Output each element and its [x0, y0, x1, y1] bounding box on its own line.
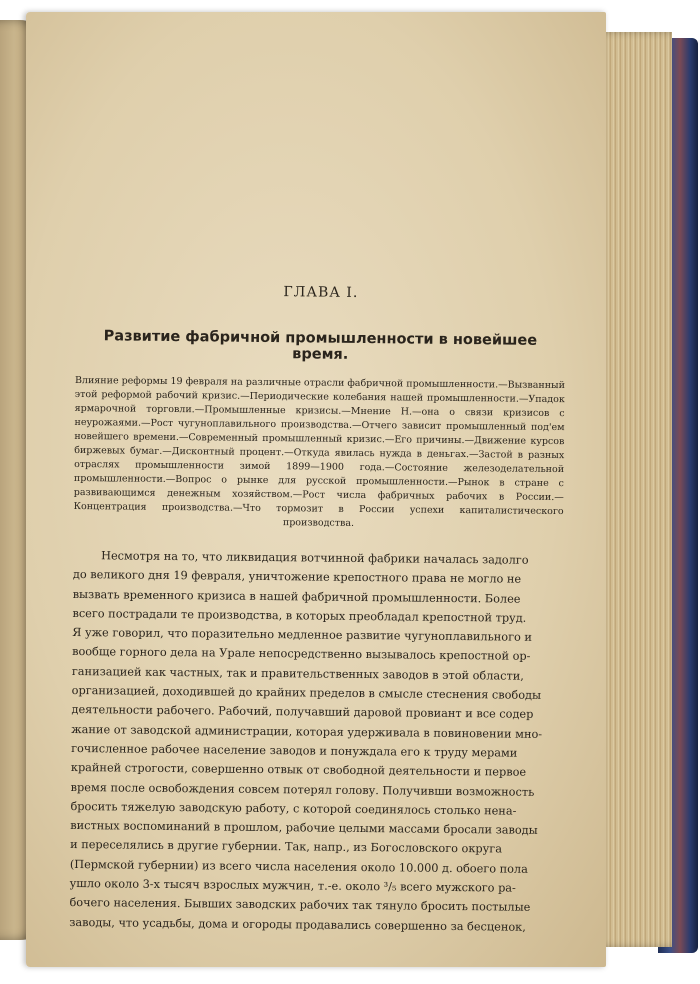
body-line: заводы, что усадьбы, дома и огороды продавались совершенно за бесценок, — [69, 915, 526, 934]
body-line: вызвать временного кризиса в нашей фабричной промышленности. Более — [72, 587, 521, 606]
body-line: (Пермской губернии) из всего числа населения около 10.000 д. обоего пола — [69, 857, 528, 876]
body-line: гочисленное рабочее население заводов и понуждала его к труду мерами — [71, 741, 518, 760]
body-line: время после освобождения совсем потерял голову. Получивши возможность — [70, 780, 535, 799]
body-line: и переселялись в другие губернии. Так, напр., из Богословского округа — [70, 838, 503, 856]
chapter-summary: Влияние реформы 19 февраля на различные отрасли фабричной промышленности.—Вызванный этой реформой рабочий кризис.—Периодические колебания нашей промышленности.—Упадок ярмарочной торговли.—Промышленные кризисы.—Мнение Н.—она о связи кризисов с неурожаями.—Рост чугуноплавильного производства.—Отчего зависит промышленный под'ем новейшего времени.—Современный промышленный кризис.—Его причины.—Движение курсов биржевых бумаг.—Дисконтный процент.—Откуда явилась нужда в деньгах.—Застой в разных отраслях промышленности зимой 1899—1900 года.—Состояние железоделательной промышленности.—Вопрос о рынке для русской промышленности.—Рынок в стране с развивающимся денежным хозяйством.—Рост числа фабричных рабочих в России.—Концентрация производства.—Что тормозит в России успехи капиталистического производства. — [73, 374, 566, 529]
body-line: организацией, доходившей до крайних пределов в смысле стеснения свободы — [71, 684, 542, 702]
body-line: Несмотря на то, что ликвидация вотчинной фабрики началась задолго — [101, 549, 529, 567]
page-content — [69, 282, 566, 937]
body-line: бочего населения. Бывших заводских рабочих так тянуло бросить постылые — [69, 896, 531, 915]
body-line: бросить тяжелую заводскую работу, с которой соединялось столько нена- — [70, 799, 517, 818]
body-line: до великого дня 19 февраля, уничтожение крепостного права не могло не — [72, 568, 522, 586]
book-page — [26, 12, 606, 967]
body-line: вистных воспоминаний в прошлом, рабочие целыми массами бросали заводы — [70, 819, 538, 838]
body-line: всего пострадали те производства, в которых преобладал крепостной труд. — [72, 606, 527, 625]
body-line: ганизацией как частных, так и правительственных заводов в этой области, — [71, 664, 524, 683]
chapter-heading: ГЛАВА I. — [283, 284, 359, 301]
body-line: жание от заводской администрации, которая удерживала в повиновении мно- — [71, 722, 543, 741]
chapter-title: Развитие фабричной промышленности в новейшее время. — [103, 328, 538, 363]
body-line: вообще горного дела на Урале непосредственно вызывалось крепостной ор- — [72, 645, 531, 664]
body-line: ушло около 3-х тысяч взрослых мужчин, т.-е. около ³/₅ всего мужского ра- — [69, 877, 516, 895]
body-line: крайней строгости, совершенно отвык от свободной деятельности и первое — [70, 761, 527, 780]
body-text — [69, 546, 563, 937]
body-line: деятельности рабочего. Рабочий, получавший даровой провиант и все содер — [71, 703, 534, 722]
body-line: Я уже говорил, что поразительно медленное развитие чугуноплавильного и — [72, 626, 533, 644]
